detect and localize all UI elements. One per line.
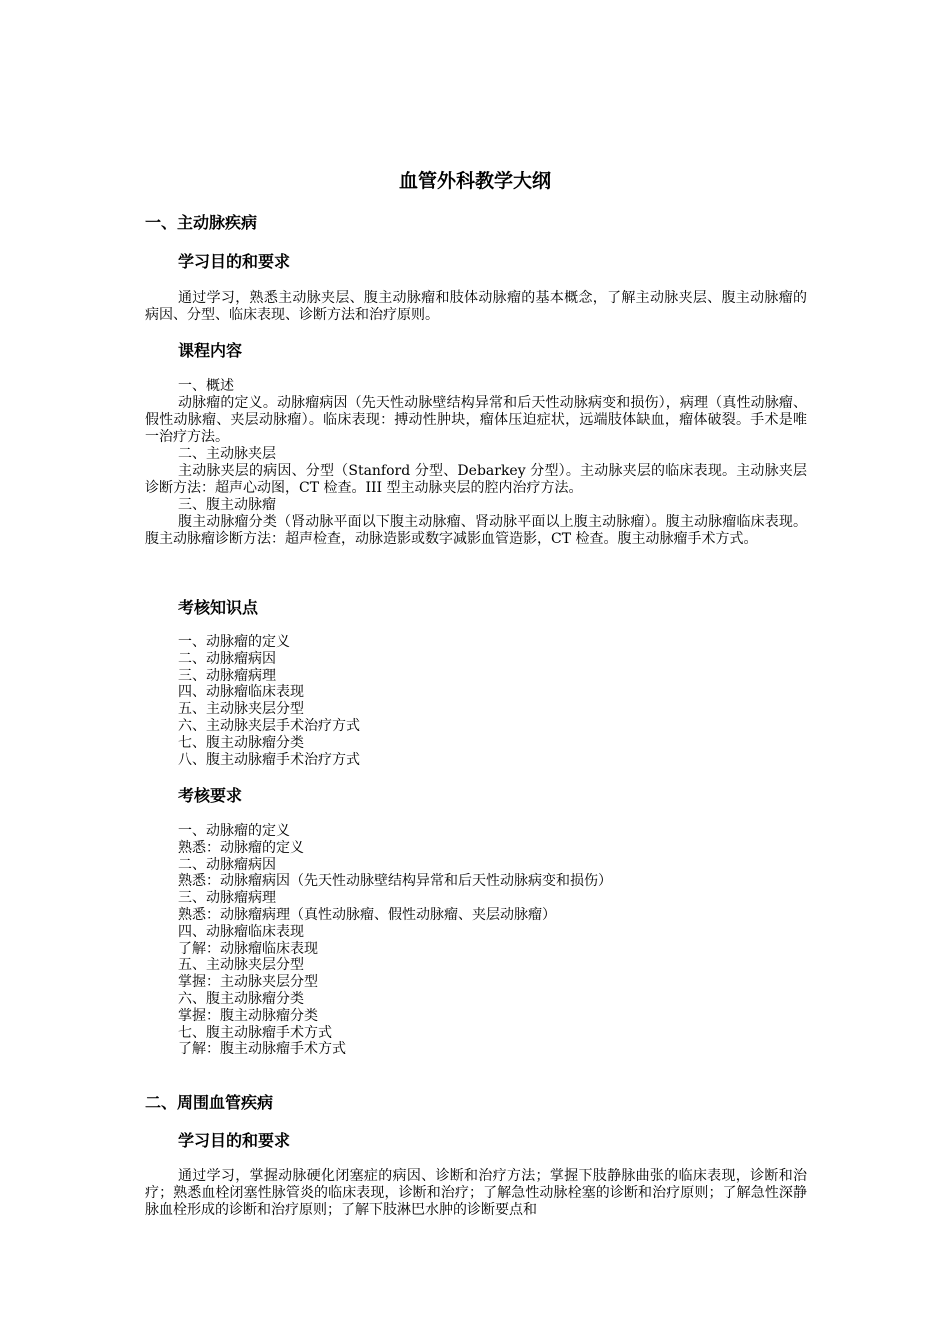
list-item: 熟悉：动脉瘤病理（真性动脉瘤、假性动脉瘤、夹层动脉瘤） bbox=[178, 906, 556, 923]
section1-requirements-heading: 考核要求 bbox=[178, 786, 243, 805]
list-item: 四、动脉瘤临床表现 bbox=[178, 923, 304, 940]
section1-content-sub2-title bbox=[178, 446, 808, 463]
list-item: 五、主动脉夹层分型 bbox=[178, 957, 304, 974]
list-item: 七、腹主动脉瘤手术方式 bbox=[178, 1024, 332, 1041]
list-item: 三、动脉瘤病理 bbox=[178, 667, 276, 684]
list-item: 二、动脉瘤病因 bbox=[178, 856, 276, 873]
section1-requirements-list bbox=[178, 823, 808, 1058]
list-item: 了解：腹主动脉瘤手术方式 bbox=[178, 1041, 346, 1058]
section1-content-sub3-title bbox=[178, 497, 808, 514]
document-title: 血管外科教学大纲 bbox=[398, 170, 551, 192]
list-item: 四、动脉瘤临床表现 bbox=[178, 684, 304, 701]
section1-content-sub2-text: 主动脉夹层的病因、分型（Stanford 分型、Debarkey 分型）。主动脉夹层的临床表现。主动脉夹层诊断方法：超声心动图，CT 检查。III 型主动脉夹层的腔内治疗方法。 bbox=[145, 463, 807, 496]
content-subtitle: 三、腹主动脉瘤 bbox=[178, 497, 276, 513]
list-item: 了解：动脉瘤临床表现 bbox=[178, 940, 318, 957]
section1-goals-text: 通过学习，熟悉主动脉夹层、腹主动脉瘤和肢体动脉瘤的基本概念，了解主动脉夹层、腹主动脉瘤的病因、分型、临床表现、诊断方法和治疗原则。 bbox=[145, 290, 807, 323]
section1-content-sub3-text: 腹主动脉瘤分类（肾动脉平面以下腹主动脉瘤、肾动脉平面以上腹主动脉瘤）。腹主动脉瘤临床表现。腹主动脉瘤诊断方法：超声检查，动脉造影或数字减影血管造影，CT 检查。腹主动脉瘤手术方式。 bbox=[145, 514, 807, 547]
list-item: 五、主动脉夹层分型 bbox=[178, 701, 304, 718]
section2-goals-heading: 学习目的和要求 bbox=[178, 1131, 291, 1150]
list-item: 六、主动脉夹层手术治疗方式 bbox=[178, 717, 360, 734]
section1-heading: 一、主动脉疾病 bbox=[145, 213, 258, 232]
list-item: 六、腹主动脉瘤分类 bbox=[178, 990, 304, 1007]
section1-content-heading: 课程内容 bbox=[178, 341, 243, 360]
list-item: 掌握：主动脉夹层分型 bbox=[178, 974, 318, 991]
section1-goals-heading: 学习目的和要求 bbox=[178, 252, 291, 271]
section1-content-sub1-title bbox=[178, 378, 808, 395]
content-subtitle: 一、概述 bbox=[178, 378, 234, 394]
list-item: 掌握：腹主动脉瘤分类 bbox=[178, 1007, 318, 1024]
content-subtitle: 二、主动脉夹层 bbox=[178, 446, 276, 462]
section1-knowledge-list bbox=[178, 634, 808, 768]
list-item: 三、动脉瘤病理 bbox=[178, 890, 276, 907]
list-item: 一、动脉瘤的定义 bbox=[178, 634, 290, 650]
list-item: 二、动脉瘤病因 bbox=[178, 650, 276, 667]
list-item: 七、腹主动脉瘤分类 bbox=[178, 734, 304, 751]
list-item: 熟悉：动脉瘤病因（先天性动脉壁结构异常和后天性动脉病变和损伤） bbox=[178, 873, 612, 890]
list-item: 一、动脉瘤的定义 bbox=[178, 823, 290, 839]
section1-knowledge-heading: 考核知识点 bbox=[178, 598, 259, 617]
section1-content-sub1-text: 动脉瘤的定义。动脉瘤病因（先天性动脉壁结构异常和后天性动脉病变和损伤），病理（真性动脉瘤、假性动脉瘤、夹层动脉瘤）。临床表现：搏动性肿块，瘤体压迫症状，远端肢体缺血，瘤体破裂。手术是唯一治疗方法。 bbox=[145, 395, 807, 445]
list-item: 八、腹主动脉瘤手术治疗方式 bbox=[178, 751, 360, 768]
list-item: 熟悉：动脉瘤的定义 bbox=[178, 839, 304, 856]
section2-heading: 二、周围血管疾病 bbox=[145, 1093, 274, 1112]
section2-goals-text: 通过学习，掌握动脉硬化闭塞症的病因、诊断和治疗方法；掌握下肢静脉曲张的临床表现，诊断和治疗；熟悉血栓闭塞性脉管炎的临床表现，诊断和治疗；了解急性动脉栓塞的诊断和治疗原则；了解急性深静脉血栓形成的诊断和治疗原则；了解下肢淋巴水肿的诊断要点和 bbox=[145, 1168, 807, 1218]
